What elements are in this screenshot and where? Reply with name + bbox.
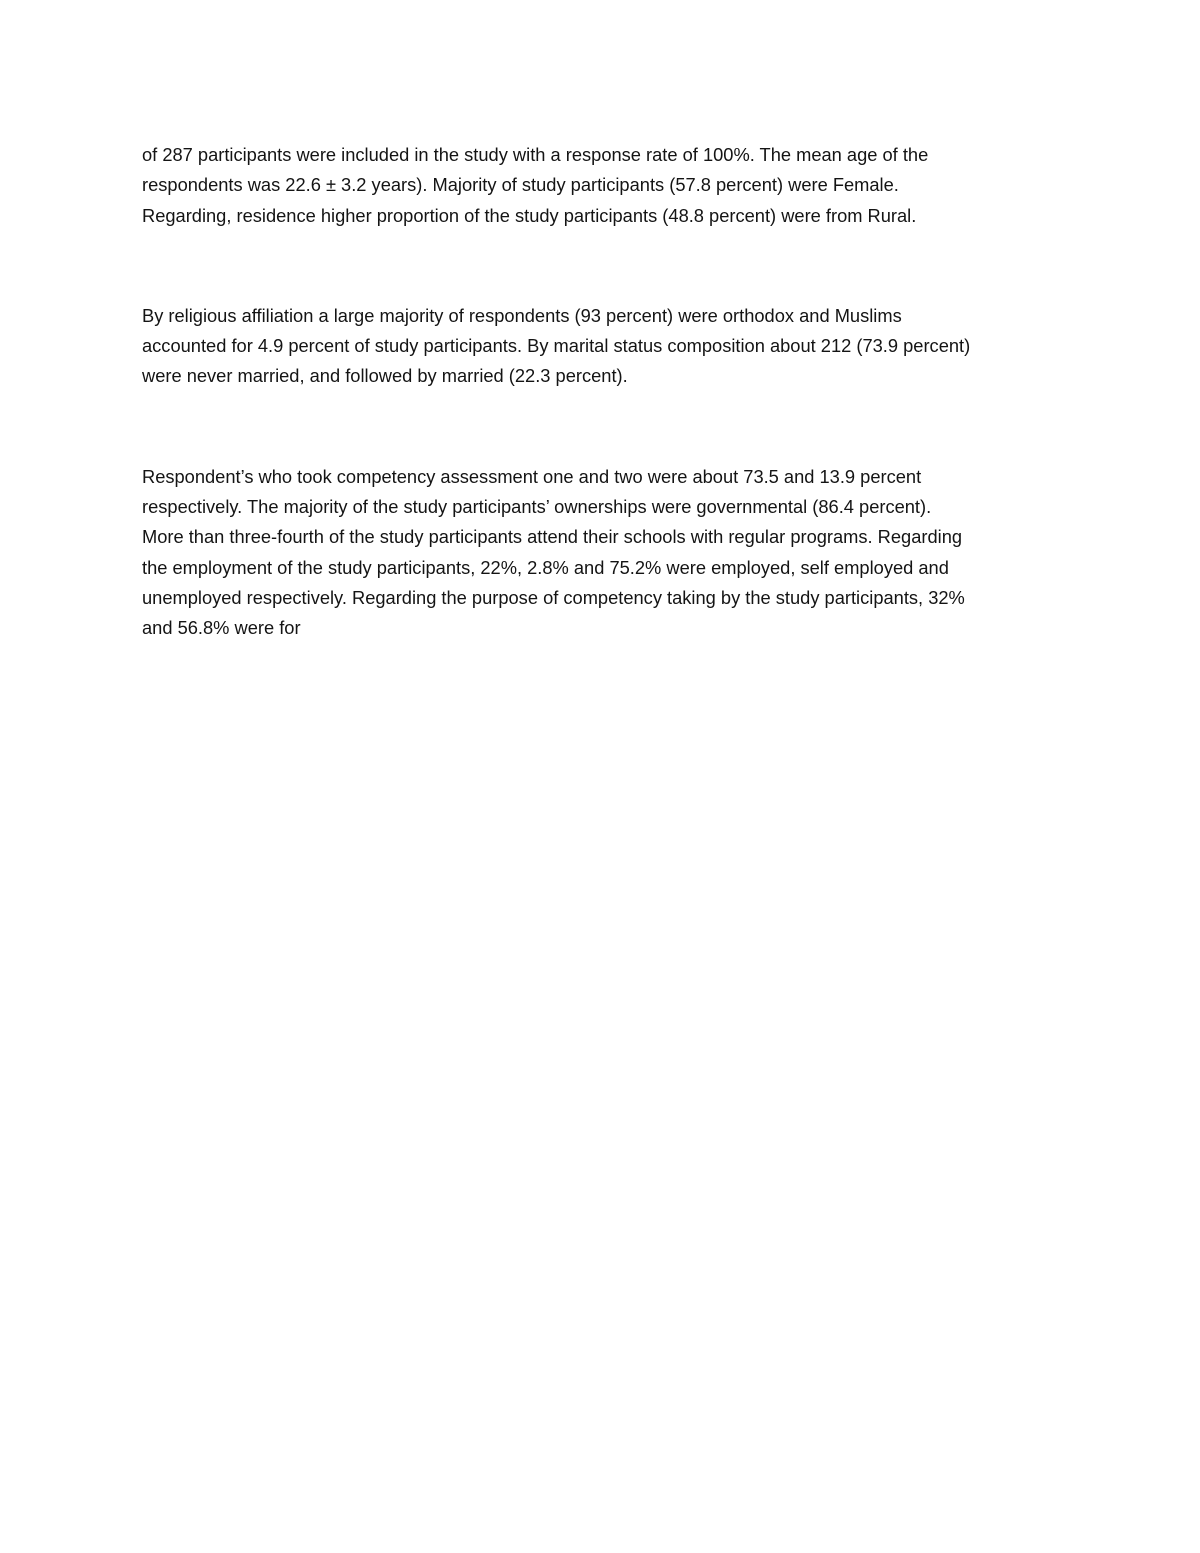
paragraph-religion-marital	[142, 301, 1062, 392]
document-body	[142, 140, 1062, 644]
paragraph-participants-summary	[142, 140, 1062, 231]
text-line: More than three-fourth of the study participants attend their schools with regular programs. Regarding	[142, 526, 963, 548]
text-line: and 56.8% were for	[142, 617, 301, 639]
text-line: accounted for 4.9 percent of study participants. By marital status composition about 212 (73.9 percent)	[142, 335, 971, 357]
text-line: respectively. The majority of the study participants’ ownerships were governmental (86.4 percent).	[142, 496, 932, 518]
text-line: of 287 participants were included in the study with a response rate of 100%. The mean age of the	[142, 144, 929, 165]
text-line: were never married, and followed by married (22.3 percent).	[142, 365, 628, 387]
text-line: Regarding, residence higher proportion of the study participants (48.8 percent) were from Rural.	[142, 204, 917, 226]
text-line: By religious affiliation a large majority of respondents (93 percent) were orthodox and Muslims	[142, 304, 902, 326]
text-line: the employment of the study participants, 22%, 2.8% and 75.2% were employed, self employed and	[142, 556, 949, 578]
paragraph-competency-employment	[142, 462, 1062, 644]
text-line: Respondent’s who took competency assessment one and two were about 73.5 and 13.9 percent	[142, 465, 922, 487]
text-line: respondents was 22.6 ± 3.2 years). Majority of study participants (57.8 percent) were Female.	[142, 174, 899, 196]
text-line: unemployed respectively. Regarding the purpose of competency taking by the study participants, 32%	[142, 586, 965, 608]
